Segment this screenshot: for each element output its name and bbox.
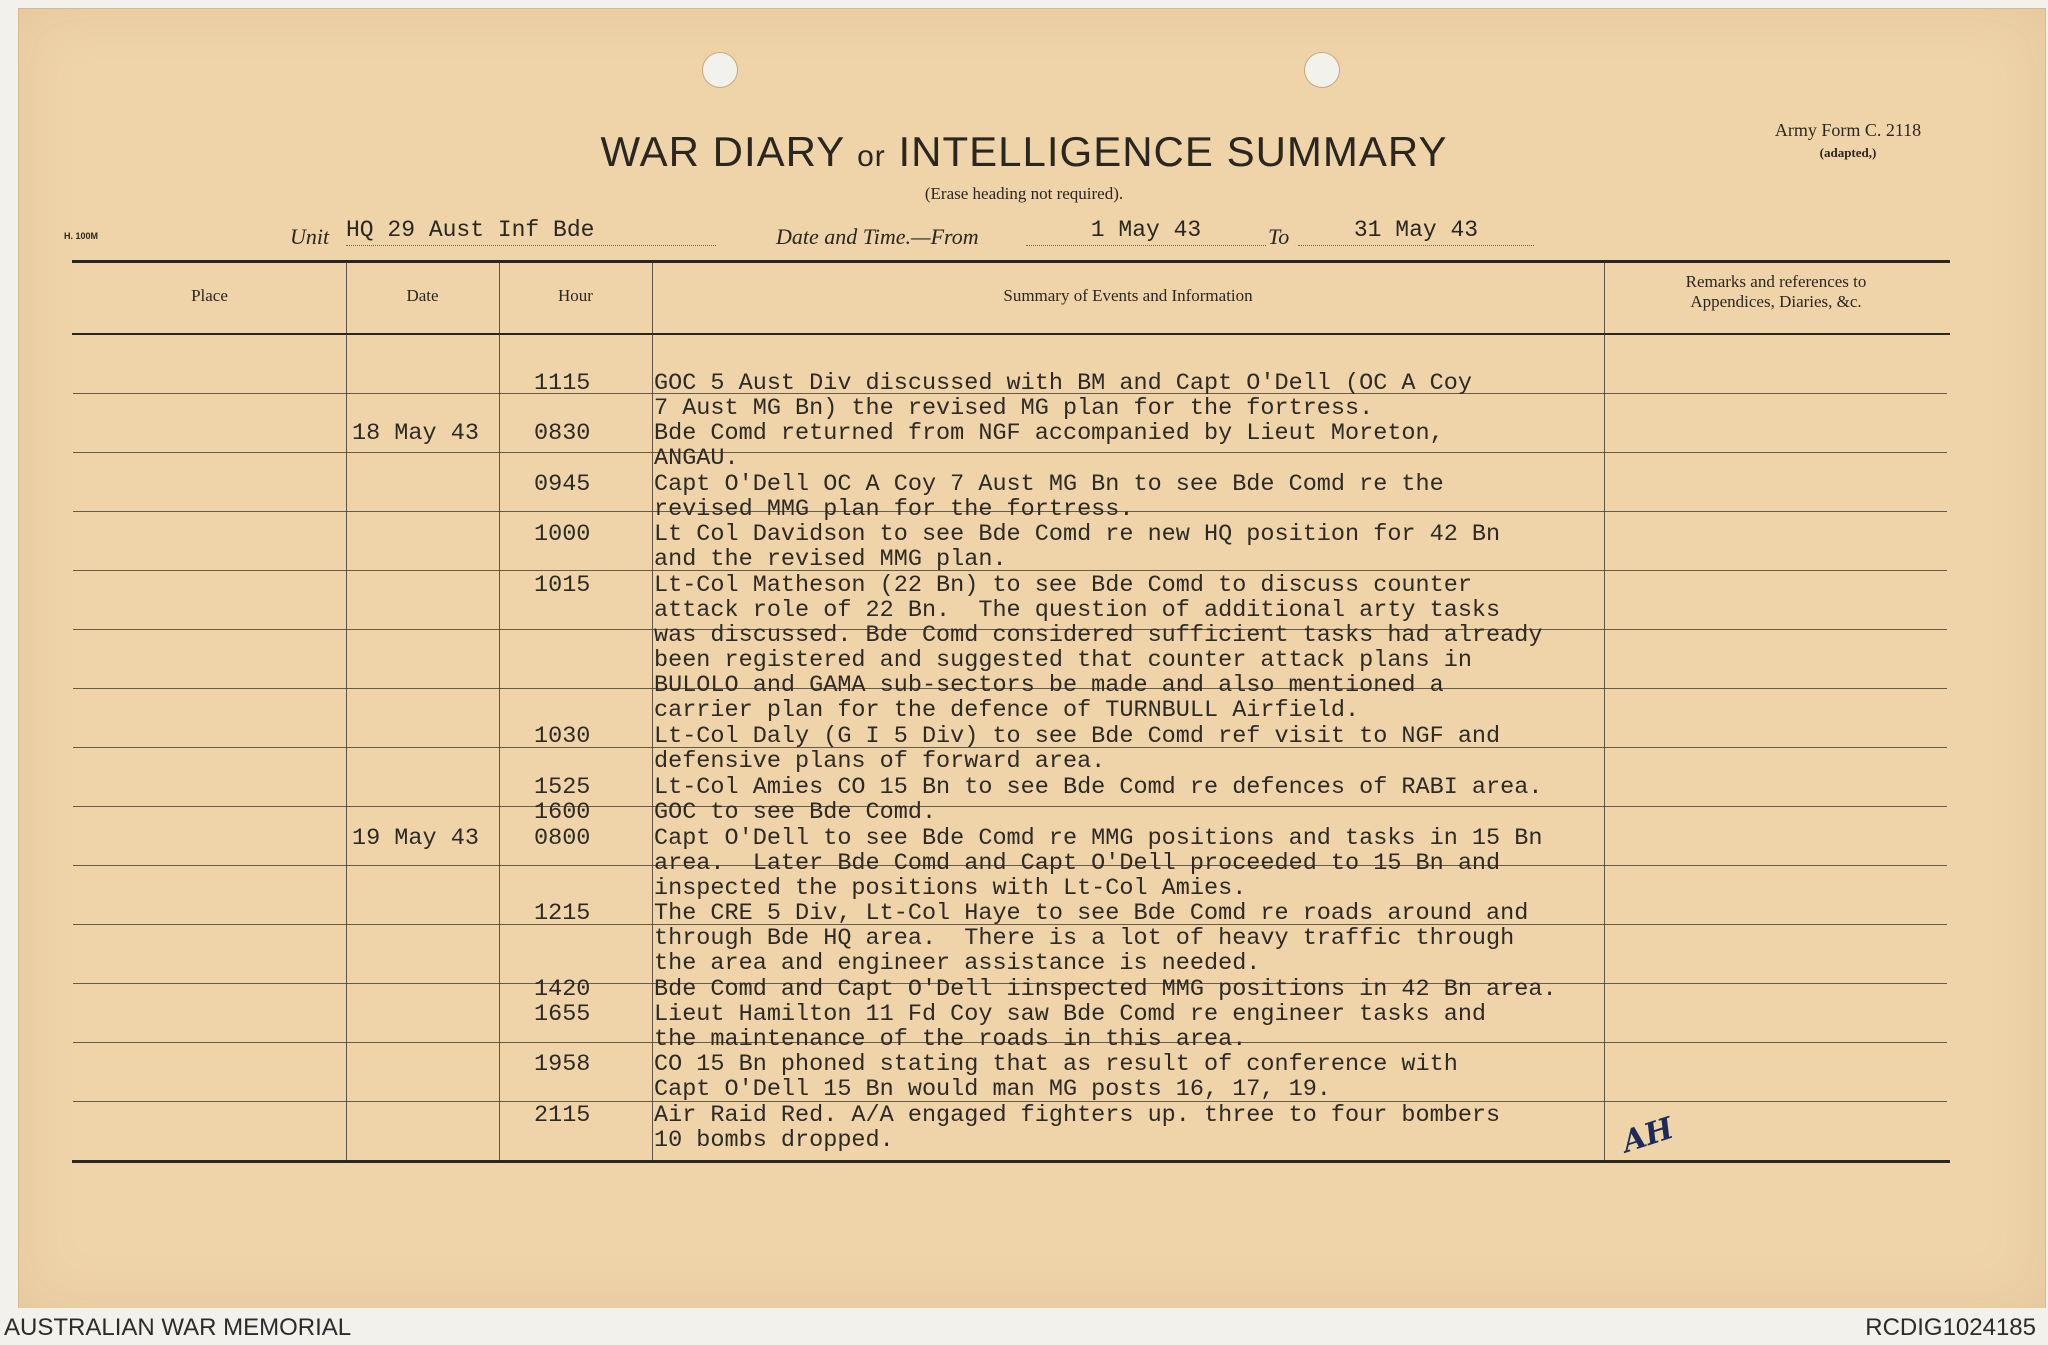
hour-entry: 1115: [534, 370, 591, 397]
date-entry: 19 May 43: [352, 825, 479, 852]
summary-line: the maintenance of the roads in this area.: [654, 1026, 1247, 1053]
hour-entry: 0830: [534, 420, 591, 447]
summary-line: Lt-Col Daly (G I 5 Div) to see Bde Comd ref visit to NGF and: [654, 723, 1501, 750]
summary-line: defensive plans of forward area.: [654, 748, 1106, 775]
summary-line: ANGAU.: [654, 445, 739, 472]
ruled-line: [73, 806, 1947, 807]
column-divider: [499, 262, 500, 1161]
summary-line: BULOLO and GAMA sub-sectors be made and also mentioned a: [654, 672, 1444, 699]
summary-line: Capt O'Dell OC A Coy 7 Aust MG Bn to see Bde Comd re the: [654, 471, 1444, 498]
summary-line: Capt O'Dell 15 Bn would man MG posts 16, 17, 19.: [654, 1076, 1331, 1103]
hour-entry: 1215: [534, 900, 591, 927]
summary-line: Lt Col Davidson to see Bde Comd re new HQ position for 42 Bn: [654, 521, 1501, 548]
col-head-summary: Summary of Events and Information: [1003, 286, 1253, 305]
summary-line: Lt-Col Matheson (22 Bn) to see Bde Comd to discuss counter: [654, 572, 1472, 599]
hour-entry: 1600: [534, 799, 591, 826]
col-head-date: Date: [406, 286, 439, 305]
ruled-line: [73, 570, 1947, 571]
summary-line: carrier plan for the defence of TURNBULL Airfield.: [654, 697, 1360, 724]
summary-line: Bde Comd returned from NGF accompanied by Lieut Moreton,: [654, 420, 1444, 447]
date-entry: 18 May 43: [352, 420, 479, 447]
punch-hole: [702, 52, 738, 88]
print-code: H. 100M: [64, 231, 99, 241]
date-to-value: 31 May 43: [1298, 217, 1534, 246]
summary-line: was discussed. Bde Comd considered sufficient tasks had already: [654, 622, 1543, 649]
header-bottom-rule: [72, 333, 1950, 335]
date-from-label: Date and Time.—From: [776, 224, 979, 249]
hour-entry: 1420: [534, 976, 591, 1003]
hour-entry: 2115: [534, 1102, 591, 1129]
summary-line: attack role of 22 Bn. The question of additional arty tasks: [654, 597, 1501, 624]
hour-entry: 1525: [534, 774, 591, 801]
col-head-remarks: Remarks and references to Appendices, Diaries, &c.: [1685, 272, 1867, 311]
summary-line: Lieut Hamilton 11 Fd Coy saw Bde Comd re engineer tasks and: [654, 1001, 1487, 1028]
column-divider: [652, 262, 653, 1161]
table-bottom-rule: [72, 1160, 1950, 1163]
hour-entry: 1000: [534, 521, 591, 548]
page-subtitle: (Erase heading not required).: [924, 184, 1124, 203]
footer-source: AUSTRALIAN WAR MEMORIAL: [4, 1314, 352, 1341]
column-divider: [1604, 262, 1605, 1161]
table-top-rule: [72, 260, 1950, 263]
summary-line: GOC to see Bde Comd.: [654, 799, 937, 826]
summary-line: The CRE 5 Div, Lt-Col Haye to see Bde Comd re roads around and: [654, 900, 1529, 927]
unit-value: HQ 29 Aust Inf Bde: [346, 217, 716, 246]
date-to-label: To: [1268, 224, 1290, 249]
hour-entry: 1015: [534, 572, 591, 599]
form-reference: Army Form C. 2118 (adapted,): [1774, 120, 1922, 160]
column-divider: [346, 262, 347, 1161]
summary-line: GOC 5 Aust Div discussed with BM and Capt O'Dell (OC A Coy: [654, 370, 1472, 397]
punch-hole: [1304, 52, 1340, 88]
hour-entry: 1030: [534, 723, 591, 750]
hour-entry: 0800: [534, 825, 591, 852]
summary-line: Air Raid Red. A/A engaged fighters up. three to four bombers: [654, 1102, 1501, 1129]
summary-line: through Bde HQ area. There is a lot of heavy traffic through: [654, 925, 1515, 952]
hour-entry: 0945: [534, 471, 591, 498]
footer-id: RCDIG1024185: [1865, 1314, 2036, 1341]
col-head-place: Place: [191, 286, 228, 305]
ruled-line: [73, 452, 1947, 453]
summary-line: revised MMG plan for the fortress.: [654, 496, 1134, 523]
summary-line: been registered and suggested that counter attack plans in: [654, 647, 1472, 674]
summary-line: 10 bombs dropped.: [654, 1127, 894, 1154]
summary-line: and the revised MMG plan.: [654, 546, 1007, 573]
summary-line: area. Later Bde Comd and Capt O'Dell proceeded to 15 Bn and: [654, 850, 1501, 877]
hour-entry: 1958: [534, 1051, 591, 1078]
summary-line: inspected the positions with Lt-Col Amies.: [654, 875, 1247, 902]
summary-line: CO 15 Bn phoned stating that as result of conference with: [654, 1051, 1458, 1078]
summary-line: Capt O'Dell to see Bde Comd re MMG positions and tasks in 15 Bn: [654, 825, 1543, 852]
date-from-value: 1 May 43: [1026, 217, 1266, 246]
unit-label: Unit: [290, 224, 330, 249]
handwritten-initials: AH: [1617, 1110, 1678, 1161]
summary-line: 7 Aust MG Bn) the revised MG plan for the fortress.: [654, 395, 1374, 422]
summary-line: Lt-Col Amies CO 15 Bn to see Bde Comd re defences of RABI area.: [654, 774, 1543, 801]
summary-line: Bde Comd and Capt O'Dell iinspected MMG positions in 42 Bn area.: [654, 976, 1557, 1003]
archive-footer: [0, 1308, 2048, 1345]
page-title: WAR DIARY or INTELLIGENCE SUMMARY: [600, 128, 1448, 175]
col-head-hour: Hour: [558, 286, 593, 305]
summary-line: the area and engineer assistance is needed.: [654, 950, 1261, 977]
hour-entry: 1655: [534, 1001, 591, 1028]
